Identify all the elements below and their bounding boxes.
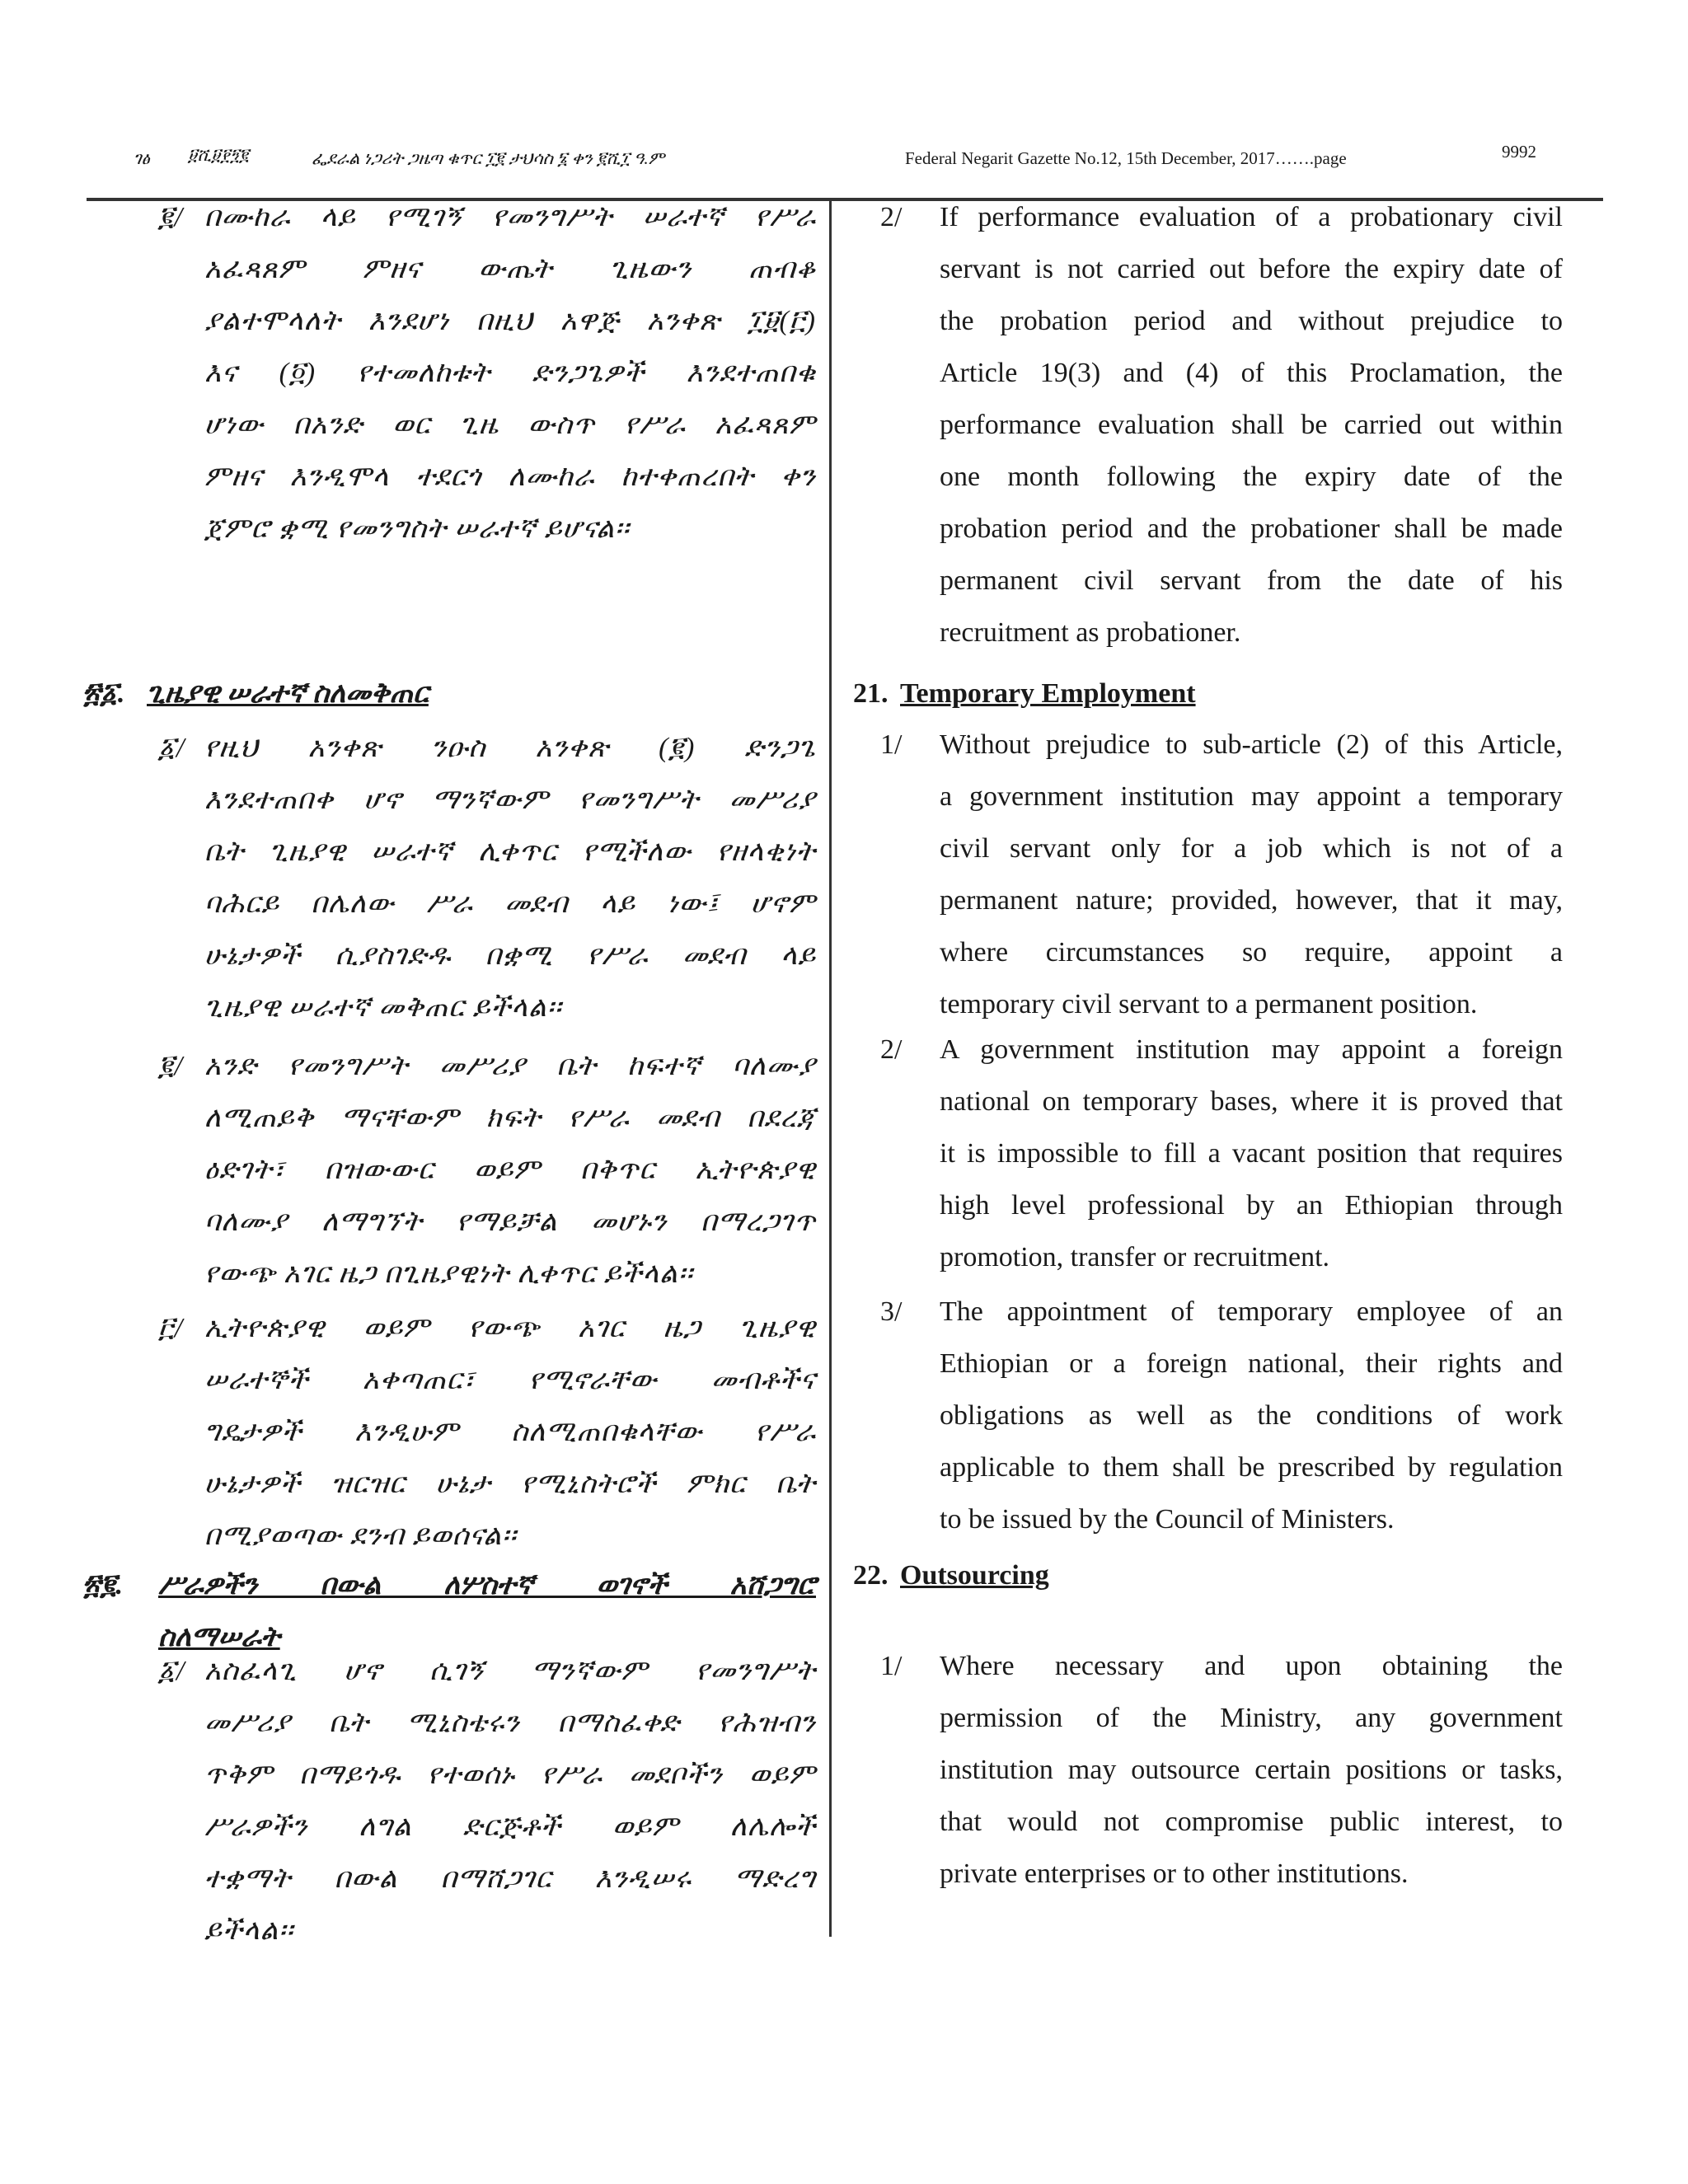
heading-text: ሥራዎችን በውል ለሦስተኛ ወገኖች አሸጋግሮ <box>158 1570 816 1601</box>
text-line: performance evaluation shall be carried out within <box>940 410 1563 440</box>
text-line: applicable to them shall be prescribed by regulation <box>940 1452 1563 1483</box>
english-s22-1-number: 1/ <box>880 1651 903 1681</box>
text-line: civil servant only for a job which is not of a <box>940 833 1563 864</box>
header-amharic-page-number: ፱ሺ፱፻፺፪ <box>188 145 249 165</box>
english-p2-number: 2/ <box>880 202 903 232</box>
english-p2-text <box>940 191 1563 658</box>
text-line: high level professional by an Ethiopian through <box>940 1190 1563 1221</box>
text-line: one month following the expiry date of the <box>940 462 1563 492</box>
english-s22-number: 22. <box>853 1560 889 1591</box>
header-amharic-title: ፌደራል ነጋሪት ጋዜጣ ቁጥር ፲፪ ታህሳስ ፮ ቀን ፪ሺ፲ ዓ.ም <box>312 148 665 168</box>
text-line: institution may outsource certain positions or tasks, <box>940 1755 1563 1785</box>
text-line: the probation period and without prejudice to <box>940 306 1563 336</box>
text-line: ሥራዎችን ለግል ድርጅቶች ወይም ለሌሎች <box>204 1811 816 1842</box>
english-s21-number: 21. <box>853 678 889 709</box>
text-line: ባሕርይ በሌለው ሥራ መደብ ላይ ነው፤ ሆኖም <box>204 888 816 919</box>
text-line: probation period and the probationer shall be made <box>940 513 1563 544</box>
text-line: Where necessary and upon obtaining the <box>940 1651 1563 1681</box>
text-line: private enterprises or to other institutions. <box>940 1858 1409 1889</box>
text-line: የውጭ አገር ዜጋ በጊዜያዊነት ሊቀጥር ይችላል፡፡ <box>204 1258 694 1289</box>
text-line: permission of the Ministry, any government <box>940 1703 1563 1733</box>
text-line: Ethiopian or a foreign national, their rights and <box>940 1348 1563 1379</box>
amharic-p2-number: ፪/ <box>158 202 184 232</box>
heading-text: Temporary Employment <box>900 678 1196 709</box>
text-line: አስፈላጊ ሆኖ ሲገኝ ማንኛውም የመንግሥት <box>204 1656 816 1686</box>
amharic-s22-1-number: ፩/ <box>158 1656 185 1686</box>
text-line: እንደተጠበቀ ሆኖ ማንኛውም የመንግሥት መሥሪያ <box>204 785 816 815</box>
text-line: እና (፬) የተመለከቱት ድንጋጌዎች እንደተጠበቁ <box>204 358 816 388</box>
english-s21-3-text <box>940 1286 1563 1545</box>
english-s22-1-text <box>940 1640 1563 1900</box>
text-line: መሥሪያ ቤት ሚኒስቴሩን በማስፈቀድ የሕዝብን <box>204 1708 816 1738</box>
text-line: permanent nature; provided, however, that it may, <box>940 885 1563 916</box>
english-s21-2-number: 2/ <box>880 1034 903 1065</box>
amharic-s21-1-number: ፩/ <box>158 733 185 763</box>
text-line: ሁኔታዎች ሲያስገድዱ በቋሚ የሥራ መደብ ላይ <box>204 940 816 971</box>
amharic-s22-1-text <box>204 1645 816 1957</box>
text-line: ጊዜያዊ ሠራተኛ መቅጠር ይችላል፡፡ <box>204 992 562 1023</box>
heading-text: Outsourcing <box>900 1560 1049 1591</box>
amharic-p2-text <box>204 191 816 555</box>
text-line: A government institution may appoint a foreign <box>940 1034 1563 1065</box>
heading-text: ጊዜያዊ ሠራተኛ ስለመቅጠር <box>147 678 429 709</box>
page-header <box>0 142 1688 175</box>
text-line: The appointment of temporary employee of an <box>940 1296 1563 1327</box>
text-line: it is impossible to fill a vacant position that requires <box>940 1138 1563 1169</box>
heading-text: ስለማሠራት <box>158 1622 280 1652</box>
amharic-s21-1-text <box>204 722 816 1033</box>
text-line: Without prejudice to sub-article (2) of this Article, <box>940 729 1563 760</box>
text-line: servant is not carried out before the expiry date of <box>940 254 1563 284</box>
amharic-s21-2-number: ፪/ <box>158 1051 184 1081</box>
text-line: ኢትዮጵያዊ ወይም የውጭ አገር ዜጋ ጊዜያዊ <box>204 1313 816 1343</box>
text-line: ምዘና እንዲሞላ ተደርጎ ለሙከራ ከተቀጠረበት ቀን <box>204 462 816 492</box>
amharic-s21-title <box>147 668 429 719</box>
text-line: አፈጻጸም ምዘና ውጤት ጊዜውን ጠብቆ <box>204 254 816 284</box>
english-s21-1-number: 1/ <box>880 729 903 760</box>
text-line: ሁኔታዎች ዝርዝር ሁኔታ የሚኒስትሮች ምክር ቤት <box>204 1469 816 1499</box>
amharic-s21-number: ፳፩. <box>82 678 125 709</box>
text-line: የዚህ አንቀጽ ንዑስ አንቀጽ (፪) ድንጋጌ <box>204 733 816 763</box>
amharic-s21-3-number: ፫/ <box>158 1313 184 1343</box>
text-line: ጥቅም በማይጎዱ የተወሰኑ የሥራ መደቦችን ወይም <box>204 1760 816 1790</box>
english-s21-3-number: 3/ <box>880 1296 903 1327</box>
text-line: to be issued by the Council of Ministers. <box>940 1504 1395 1535</box>
text-line: temporary civil servant to a permanent position. <box>940 989 1478 1019</box>
english-s21-1-text <box>940 719 1563 1030</box>
header-amharic-page-label: ገፅ <box>134 148 150 168</box>
text-line: permanent civil servant from the date of his <box>940 565 1563 596</box>
column-divider <box>829 199 832 1937</box>
text-line: national on temporary bases, where it is proved that <box>940 1086 1563 1117</box>
text-line: ለሚጠይቅ ማናቸውም ክፍት የሥራ መደብ በደረጃ <box>204 1103 816 1133</box>
english-s22-title <box>900 1549 1049 1601</box>
text-line: ግዴታዎች እንዲሁም ስለሚጠበቁላቸው የሥራ <box>204 1417 816 1447</box>
text-line: a government institution may appoint a temporary <box>940 781 1563 812</box>
text-line: recruitment as probationer. <box>940 617 1241 648</box>
text-line: አንድ የመንግሥት መሥሪያ ቤት ከፍተኛ ባለሙያ <box>204 1051 816 1081</box>
text-line: ይችላል፡፡ <box>204 1915 294 1946</box>
text-line: በሙከራ ላይ የሚገኝ የመንግሥት ሠራተኛ የሥራ <box>204 202 816 232</box>
text-line: If performance evaluation of a probationary civil <box>940 202 1563 232</box>
header-english-title: Federal Negarit Gazette No.12, 15th December, 2017…….page <box>905 148 1347 168</box>
text-line: ያልተሞላለት እንደሆነ በዚህ አዋጅ አንቀጽ ፲፱(፫) <box>204 306 816 336</box>
text-line: በሚያወጣው ደንብ ይወሰናል፡፡ <box>204 1521 518 1551</box>
text-line: obligations as well as the conditions of work <box>940 1400 1563 1431</box>
amharic-s22-number: ፳፪. <box>82 1570 124 1601</box>
text-line: where circumstances so require, appoint a <box>940 937 1563 968</box>
text-line: ቤት ጊዜያዊ ሠራተኛ ሊቀጥር የሚችለው የዘላቂነት <box>204 837 816 867</box>
text-line: ሠራተኞች አቀጣጠር፣ የሚኖራቸው መብቶችና <box>204 1365 816 1395</box>
text-line: ጀምሮ ቋሚ የመንግስት ሠራተኛ ይሆናል፡፡ <box>204 513 631 544</box>
amharic-s21-2-text <box>204 1040 816 1300</box>
text-line: ዕድገት፣ በዝውውር ወይም በቅጥር ኢትዮጵያዊ <box>204 1155 816 1185</box>
english-s21-title <box>900 668 1196 719</box>
header-english-page-number: 9992 <box>1502 142 1536 162</box>
text-line: ባለሙያ ለማግኘት የማይቻል መሆኑን በማረጋገጥ <box>204 1207 816 1237</box>
text-line: Article 19(3) and (4) of this Proclamation, the <box>940 358 1563 388</box>
text-line: that would not compromise public interest, to <box>940 1807 1563 1837</box>
text-line: promotion, transfer or recruitment. <box>940 1242 1330 1272</box>
english-s21-2-text <box>940 1024 1563 1283</box>
text-line: ተቋማት በውል በማሸጋገር እንዲሠሩ ማድረግ <box>204 1863 816 1894</box>
amharic-s21-3-text <box>204 1302 816 1562</box>
text-line: ሆነው በአንድ ወር ጊዜ ውስጥ የሥራ አፈጻጸም <box>204 410 816 440</box>
